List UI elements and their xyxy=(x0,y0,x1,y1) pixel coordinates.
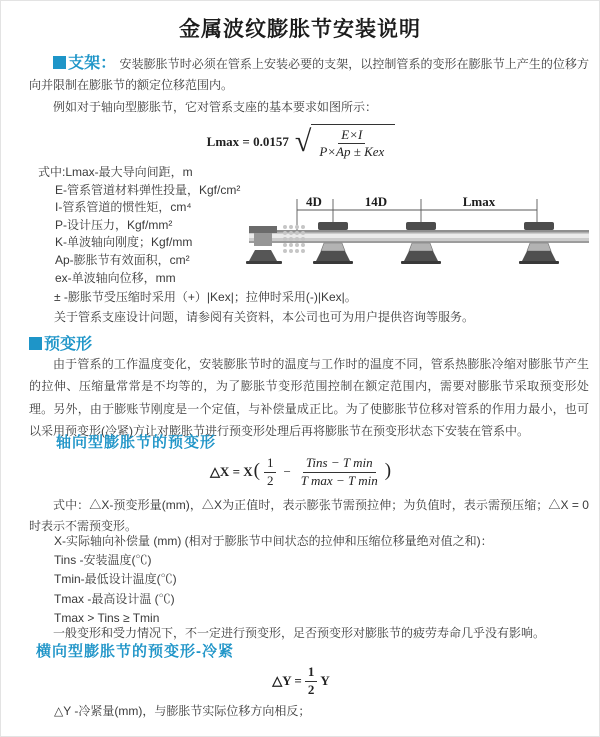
definition-item: P-设计压力，Kgf/mm² xyxy=(55,217,173,232)
support-paragraph xyxy=(29,53,589,96)
axial-subsection-heading: 轴向型膨胀节的预变形 xyxy=(56,434,217,451)
lmax-formula-lhs: Lmax = 0.0157 xyxy=(206,134,289,149)
lateral-formula-num: 1 xyxy=(305,664,318,681)
section-square-icon xyxy=(53,56,66,69)
dim-label-lmax: Lmax xyxy=(462,194,496,209)
support-example-line: 例如对于轴向型膨胀节，它对管系支座的基本要求如图所示： xyxy=(53,100,378,114)
symbol-definitions-list xyxy=(38,164,240,287)
plus-minus-note: ± -膨胀节受压缩时采用（+）|Kex|；拉伸时采用(-)|Kex|。 xyxy=(54,290,357,304)
predeform-section-heading-label: 预变形 xyxy=(44,336,93,353)
definition-item: Tmax > Tins ≥ Tmin xyxy=(54,610,160,625)
lateral-formula-den: 2 xyxy=(307,681,315,697)
definition-item: Ap-膨胀节有效面积，cm² xyxy=(55,252,190,267)
definition-item: ex-单波轴向位移，mm xyxy=(55,270,176,285)
axial-formula-num: Tins − T min xyxy=(303,455,376,472)
minus-sign: − xyxy=(283,464,291,479)
radical-group xyxy=(295,124,395,161)
lateral-formula-lhs: △Y = xyxy=(272,673,302,688)
pipe xyxy=(249,230,589,243)
lateral-subsection-heading: 横向型膨胀节的预变形-冷紧 xyxy=(36,643,234,660)
predeform-section-heading xyxy=(29,331,92,354)
axial-formula xyxy=(1,456,600,488)
definition-item: Tins -安装温度(℃) xyxy=(54,553,152,568)
lateral-formula xyxy=(1,666,600,696)
axial-formula-half-num: 1 xyxy=(264,455,277,472)
section-square-icon xyxy=(29,337,42,350)
lmax-formula-numerator: E×I xyxy=(338,127,365,144)
right-paren: ) xyxy=(384,460,392,481)
sqrt-sign: √ xyxy=(294,124,312,158)
definition-item: I-管系管道的惯性矩，cm⁴ xyxy=(55,200,192,215)
left-paren: ( xyxy=(253,460,260,481)
dim-label-4d: 4D xyxy=(306,194,322,209)
pipe-diagram-svg xyxy=(243,193,595,293)
axial-formula-lhs: △X = X xyxy=(209,464,253,479)
definition-item: K-单波轴向刚度；Kgf/mm xyxy=(55,235,193,250)
lateral-formula-rhs: Y xyxy=(320,673,330,688)
fixed-anchor-support xyxy=(246,226,282,264)
lateral-note: △Y -冷紧量(mm)，与膨胀节实际位移方向相反； xyxy=(54,704,311,718)
definition-item: 式中:Lmax-最大导向间距，m xyxy=(38,165,193,179)
predeform-paragraph: 由于管系的工作温度变化，安装膨胀节时的温度与工作时的温度不同，管系热膨胀冷缩对膨胀节产生的拉伸、压缩量常常是不均等的，为了膨胀节变形范围控制在额定范围内，需要对膨胀节采取预变形处理。另外，由于膨账节刚度是一个定值，与补偿量成正比。为了使膨胀节位移对管系的作用力最小，也可以采用预变形(冷紧)方让对膨胀节进行预变形处理后再将膨胀节在预变形状态下安装在管系中。 xyxy=(29,357,589,439)
definition-item: Tmin-最低设计温度(℃) xyxy=(54,572,177,587)
lmax-formula-denominator: P×Ap ± Kex xyxy=(319,144,385,159)
axial-explanation-paragraph: 式中：△X-预变形量(mm)，△X为正值时，表示膨张节需预拉伸；为负值时，表示需预压缩；△X = 0时表示不需预变形。 xyxy=(29,498,589,533)
support-requirements-diagram xyxy=(243,193,595,298)
axial-formula-den: T max − T min xyxy=(300,472,378,488)
page-title: 金属波纹膨胀节安装说明 xyxy=(179,18,421,41)
axial-definitions-list xyxy=(54,532,493,628)
definition-item: E-管系管道材料弹性投量，Kgf/cm² xyxy=(55,182,241,197)
axial-note-paragraph: 一般变形和受力情况下，不一定进行预变形，足否预变形对膨胀节的疲劳寿命几乎没有影响。 xyxy=(53,626,546,640)
definition-item: Tmax -最高设计温 (℃) xyxy=(54,591,175,606)
axial-formula-half-den: 2 xyxy=(266,472,274,488)
support-section-heading xyxy=(53,55,116,72)
service-note: 关于管系支座设计问题，请参阅有关资料，本公司也可为用户提供咨询等服务。 xyxy=(54,310,475,324)
support-section-heading-label: 支架： xyxy=(68,55,117,72)
dim-label-14d: 14D xyxy=(364,194,388,209)
definition-item: X-实际轴向补偿量 (mm) (相对于膨胀节中间状态的拉伸和压缩位移量绝对值之和)： xyxy=(54,534,493,548)
support-paragraph-text: 安装膨胀节时必须在管系上安装必要的支架，以控制管系的变形在膨胀节上产生的位移方向并限制在膨胀节的额定位移范围内。 xyxy=(29,57,589,92)
lmax-formula xyxy=(1,125,600,159)
